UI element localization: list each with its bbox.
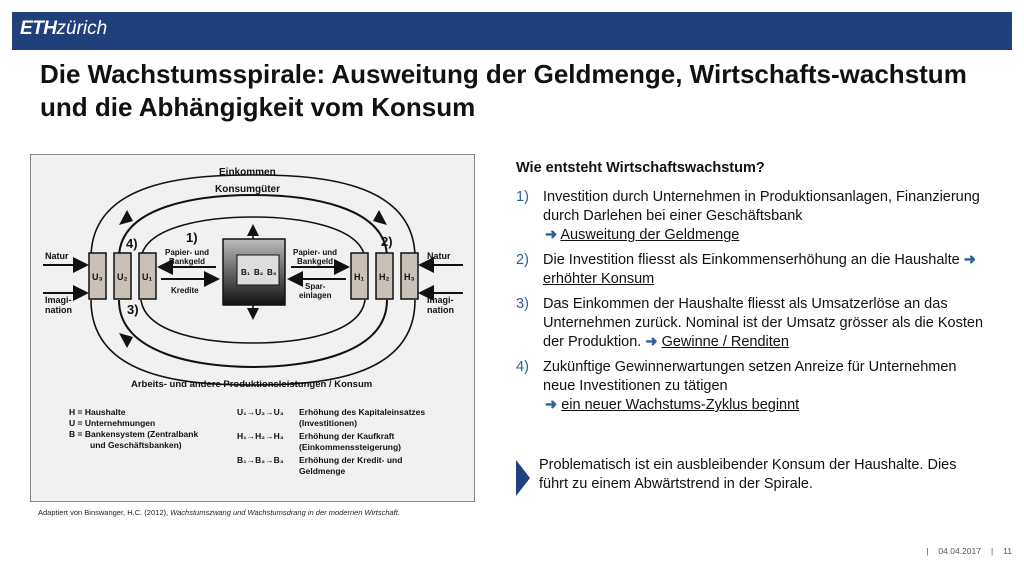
spiral-diagram-svg (31, 155, 476, 503)
svg-text:(Investitionen): (Investitionen) (299, 418, 358, 428)
svg-text:Erhöhung des Kapitaleinsatzes: Erhöhung des Kapitaleinsatzes (299, 407, 426, 417)
svg-text:Spar-: Spar- (305, 282, 326, 291)
svg-text:H₁→H₂→H₃: H₁→H₂→H₃ (237, 431, 284, 441)
svg-text:Imagi-: Imagi- (427, 295, 454, 305)
steps-list (516, 188, 986, 421)
svg-text:3): 3) (127, 302, 139, 317)
svg-text:U₃: U₃ (92, 272, 103, 282)
svg-text:Kredite: Kredite (171, 286, 199, 295)
svg-text:Konsumgüter: Konsumgüter (215, 184, 280, 195)
footer: | 04.04.2017 | 11 (926, 546, 1012, 556)
svg-text:(Einkommenssteigerung): (Einkommenssteigerung) (299, 442, 402, 452)
right-arrow-icon: ➜ (545, 227, 558, 243)
svg-text:Bankgeld: Bankgeld (297, 257, 334, 266)
footer-date: 04.04.2017 (938, 546, 981, 556)
step-item: 3) Das Einkommen der Haushalte fliesst als Umsatzerlöse an das Unternehmen zurück. Nominal ist der Umsatz grösser als die Kosten der Produktion. ➜ Gewinne / Renditen (516, 296, 984, 350)
page-number: 11 (1003, 546, 1012, 556)
svg-text:U = Unternehmungen: U = Unternehmungen (69, 418, 156, 428)
svg-text:Papier- und: Papier- und (165, 248, 210, 257)
svg-text:Arbeits- und andere Produktion: Arbeits- und andere Produktionsleistungen / Konsum (131, 379, 373, 390)
svg-text:Geldmenge: Geldmenge (299, 466, 346, 476)
svg-text:Papier- und: Papier- und (293, 248, 338, 257)
svg-text:Bankgeld: Bankgeld (169, 257, 206, 266)
svg-text:nation: nation (427, 305, 454, 315)
svg-text:U₁→U₂→U₃: U₁→U₂→U₃ (237, 407, 284, 417)
svg-text:U₁: U₁ (142, 272, 153, 282)
svg-text:2): 2) (381, 234, 393, 249)
step-item: 2) Die Investition fliesst als Einkommenserhöhung an die Haushalte ➜ erhöhter Konsum (516, 252, 976, 287)
svg-text:Natur: Natur (427, 251, 451, 261)
legend-left (69, 407, 198, 450)
section-heading: Wie entsteht Wirtschaftswachstum? (516, 160, 765, 176)
svg-text:B₁: B₁ (241, 268, 251, 277)
svg-text:Natur: Natur (45, 251, 69, 261)
page-title: Die Wachstumsspirale: Ausweitung der Geldmenge, Wirtschafts-wachstum und die Abhängigkeit vom Konsum (40, 59, 967, 122)
svg-text:U₂: U₂ (117, 272, 128, 282)
svg-text:und Geschäftsbanken): und Geschäftsbanken) (90, 440, 182, 450)
callout-text: Problematisch ist ein ausbleibender Konsum der Haushalte. Dies führt zu einem Abwärtstrend in der Spirale. (539, 457, 957, 492)
svg-text:B₁→B₂→B₃: B₁→B₂→B₃ (237, 455, 284, 465)
svg-text:Einkommen: Einkommen (219, 167, 276, 178)
svg-text:4): 4) (126, 236, 138, 251)
svg-text:B₃: B₃ (267, 268, 277, 277)
right-arrow-icon: ➜ (963, 252, 976, 268)
svg-text:H₂: H₂ (379, 272, 390, 282)
right-arrow-icon: ➜ (645, 334, 658, 350)
svg-text:einlagen: einlagen (299, 291, 332, 300)
svg-text:1): 1) (186, 230, 198, 245)
svg-text:H₁: H₁ (354, 272, 365, 282)
svg-text:Erhöhung der Kredit- und: Erhöhung der Kredit- und (299, 455, 403, 465)
svg-text:H = Haushalte: H = Haushalte (69, 407, 126, 417)
step-item: 4) Zukünftige Gewinnerwartungen setzen Anreize für Unternehmen neue Investitionen zu tätigen ➜ ein neuer Wachstums-Zyklus beginnt (516, 359, 957, 413)
step-item: 1) Investition durch Unternehmen in Produktionsanlagen, Finanzierung durch Darlehen bei einer Geschäftsbank ➜ Ausweitung der Geldmenge (516, 189, 980, 243)
svg-text:Imagi-: Imagi- (45, 295, 72, 305)
header-bar (12, 12, 1012, 50)
growth-spiral-diagram (30, 154, 475, 502)
svg-text:H₃: H₃ (404, 272, 415, 282)
svg-text:nation: nation (45, 305, 72, 315)
legend-right (237, 407, 425, 476)
eth-logo: ETHzürich (20, 18, 108, 39)
callout-arrow-icon (516, 460, 530, 496)
svg-text:B = Bankensystem (Zentralbank: B = Bankensystem (Zentralbank (69, 429, 199, 439)
svg-text:B₂: B₂ (254, 268, 264, 277)
svg-text:Erhöhung der Kaufkraft: Erhöhung der Kaufkraft (299, 431, 395, 441)
figure-caption: Adaptiert von Binswanger, H.C. (2012), Wachstumszwang und Wachstumsdrang in der modernen Wirtschaft. (38, 508, 400, 517)
right-arrow-icon: ➜ (545, 397, 558, 413)
